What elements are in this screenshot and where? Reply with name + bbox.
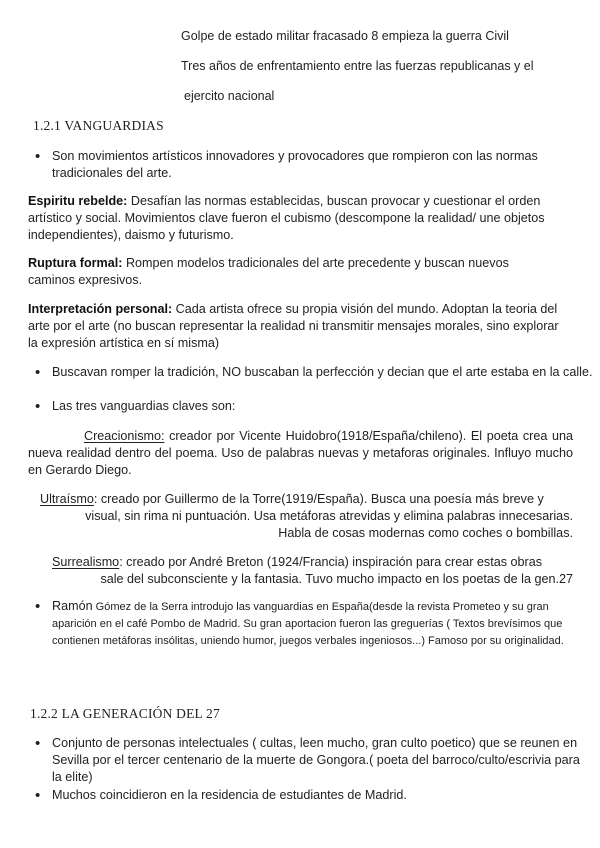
- text-interpretacion-personal: Cada artista ofrece su propia visión del mundo. Adoptan la teoria del arte por el arte (no buscan representar la realidad ni transmitir mensajes morales, sino explorar la expresión artística en sí misma): [28, 302, 559, 350]
- label-interpretacion-personal: Interpretación personal:: [28, 302, 173, 316]
- surrealismo-line-1: [52, 554, 573, 571]
- bullet-text: Muchos coincidieron en la residencia de estudiantes de Madrid.: [52, 788, 407, 802]
- ramon-name: Ramón: [52, 599, 93, 613]
- paragraph-interpretacion-personal: [28, 301, 563, 352]
- intro-line-1: Golpe de estado militar fracasado 8 empieza la guerra Civil: [181, 29, 509, 43]
- bullet-text: Son movimientos artísticos innovadores y provocadores que rompieron con las normas tradicionales del arte.: [52, 149, 538, 180]
- bullet-text: Las tres vanguardias claves son:: [52, 399, 236, 413]
- intro-line-3: ejercito nacional: [184, 89, 275, 103]
- intro-line-2: Tres años de enfrentamiento entre las fuerzas republicanas y el: [181, 59, 534, 73]
- section-heading-vanguardias: 1.2.1 VANGUARDIAS: [33, 118, 164, 133]
- bullet-text: Buscavan romper la tradición, NO buscaban la perfección y decian que el arte estaba en la calle.: [52, 365, 593, 379]
- paragraph-ruptura-formal: [28, 255, 558, 289]
- ultraismo-line-1: [40, 491, 573, 508]
- list-item-ramon: [30, 598, 592, 650]
- ramon-text: Gómez de la Serra introdujo las vanguardias en España(desde la revista Prometeo y su gran aparición en el café Pombo de Madrid. Su gran aportacion fueron las greguerías ( Textos brevísimos que contienen metáforas insólitas, uniendo humor, juegos verbales ingeniosos...) Famoso por su originalidad.: [52, 601, 564, 647]
- list-item-definicion: [30, 148, 572, 182]
- paragraph-creacionismo: [28, 428, 573, 479]
- text-surrealismo-1: : creado por André Breton (1924/Francia) inspiración para crear estas obras: [119, 555, 543, 569]
- text-creacionismo: creador por Vicente Huidobro(1918/España/chileno). El poeta crea una nueva realidad dentro del poema. Uso de palabras nuevas y metaforas originales. Influyo mucho en Gerardo Diego.: [28, 429, 573, 477]
- text-espiritu-rebelde: Desafían las normas establecidas, buscan provocar y cuestionar el orden artístico y social. Movimientos clave fueron el cubismo (descompone la realidad/ une objetos independientes), daismo y futurismo.: [28, 194, 545, 242]
- paragraph-espiritu-rebelde: [28, 193, 570, 244]
- text-ultraismo-1: : creado por Guillermo de la Torre(1919/España). Busca una poesía más breve y: [93, 492, 544, 506]
- list-item-residencia-estudiantes: [30, 787, 592, 804]
- section-heading-generacion-27: 1.2.2 LA GENERACIÓN DEL 27: [30, 706, 220, 721]
- label-ruptura-formal: Ruptura formal:: [28, 256, 123, 270]
- surrealismo-line-2: sale del subconsciente y la fantasia. Tuvo mucho impacto en los poetas de la gen.27: [100, 572, 573, 586]
- list-item-conjunto-intelectuales: [30, 735, 592, 786]
- ultraismo-line-2: visual, sin rima ni puntuación. Usa metáforas atrevidas y elimina palabras innecesarias.: [85, 509, 573, 523]
- label-creacionismo: Creacionismo:: [84, 429, 165, 443]
- text-ruptura-formal: Rompen modelos tradicionales del arte precedente y buscan nuevos caminos expresivos.: [28, 256, 509, 287]
- label-espiritu-rebelde: Espiritu rebelde:: [28, 194, 128, 208]
- ultraismo-line-3: Habla de cosas modernas como coches o bombillas.: [278, 526, 573, 540]
- list-item-romper-tradicion: [30, 364, 597, 381]
- paragraph-ultraismo: [40, 491, 573, 542]
- bullet-text: Conjunto de personas intelectuales ( cultas, leen mucho, gran culto poetico) que se reunen en Sevilla por el tercer centenario de la muerte de Gongora.( poeta del barroco/culto/escrivia para la elite): [52, 736, 580, 784]
- paragraph-surrealismo: [52, 554, 573, 588]
- label-surrealismo: Surrealismo: [52, 555, 120, 569]
- label-ultraismo: Ultraísmo: [40, 492, 94, 506]
- list-item-tres-vanguardias: [30, 398, 592, 415]
